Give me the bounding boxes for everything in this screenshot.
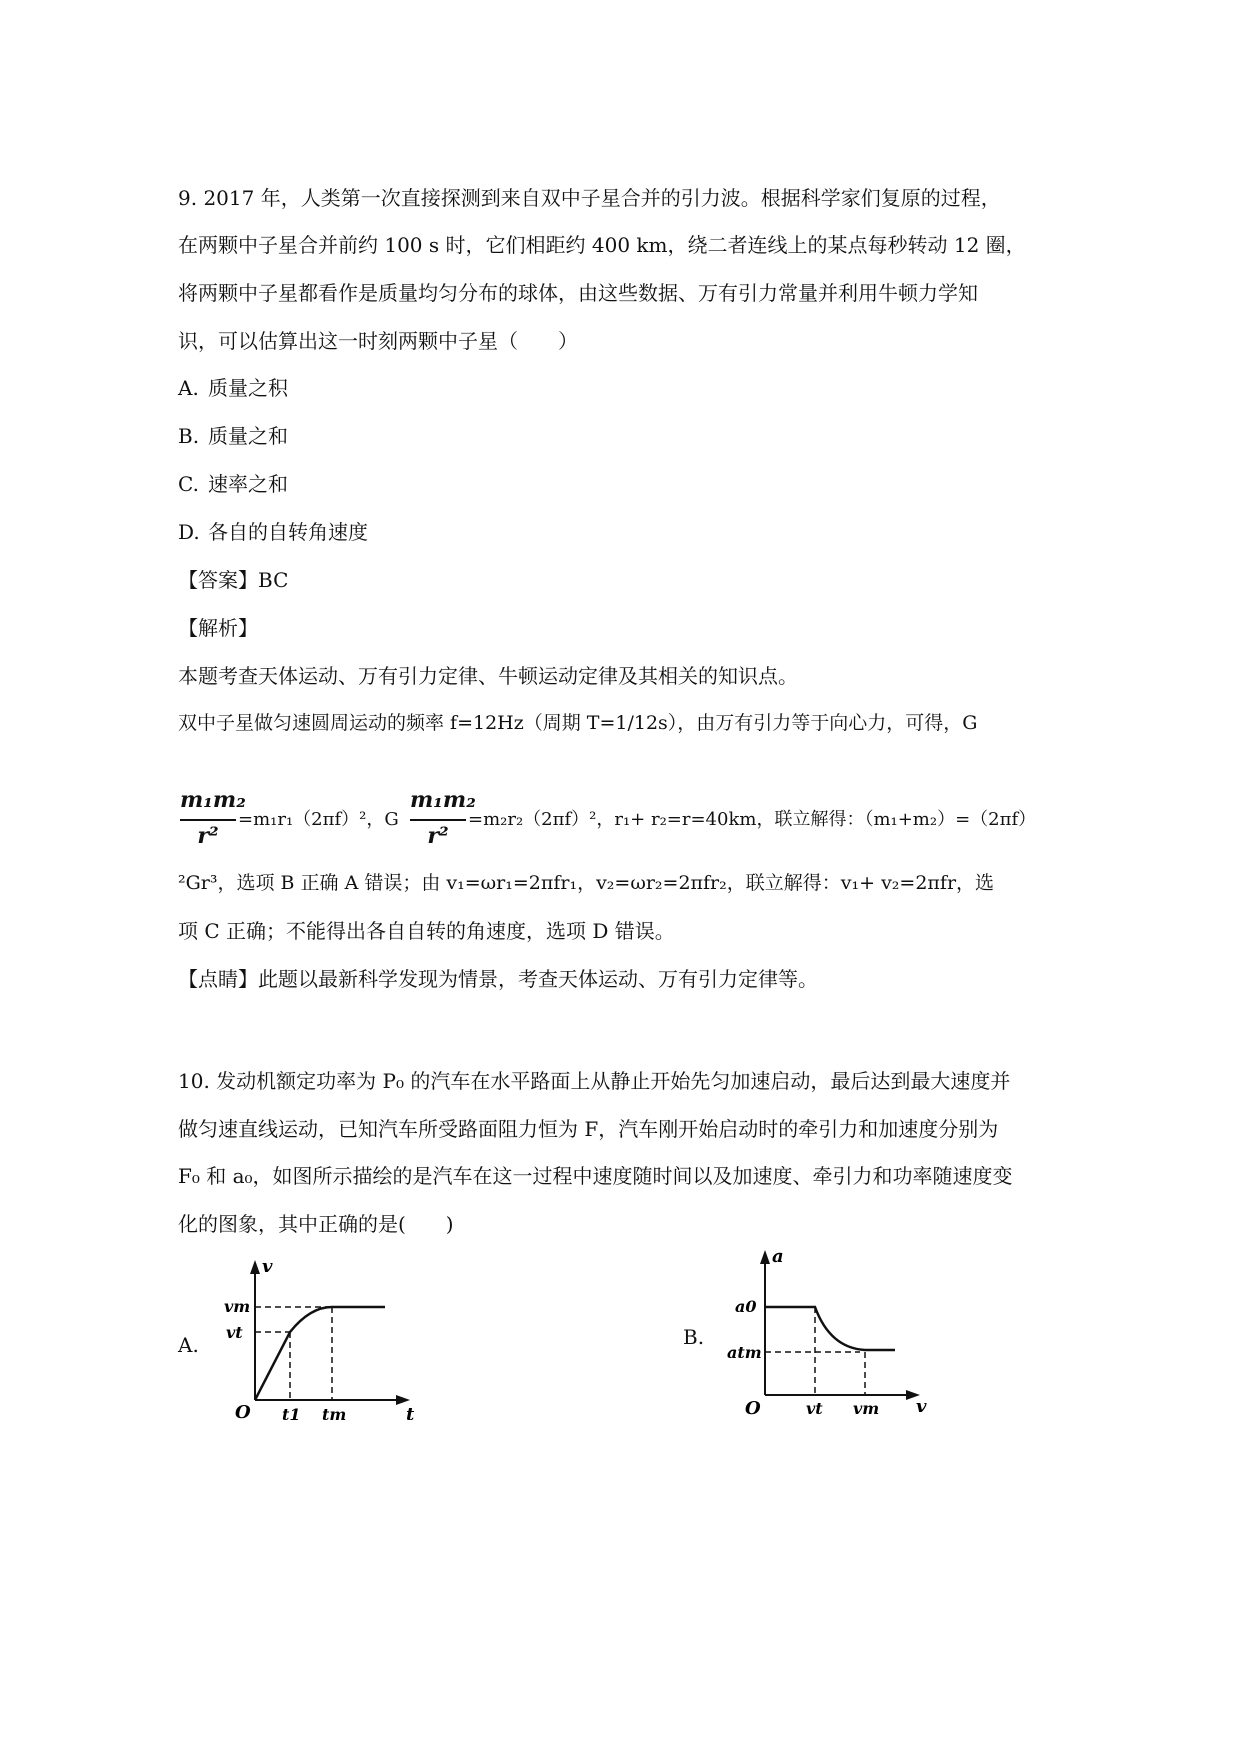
q9-line-1: 9. 2017 年，人类第一次直接探测到来自双中子星合并的引力波。根据科学家们复原的过程，	[178, 186, 1001, 210]
graph-b-label: B.	[683, 1325, 705, 1349]
x-tick-tm: tm	[322, 1405, 347, 1420]
origin-label: O	[745, 1398, 761, 1415]
q9-analysis-p2: 双中子星做匀速圆周运动的频率 f=12Hz（周期 T=1/12s），由万有引力等于向心力，可得，G	[178, 712, 978, 734]
y-axis-label: a	[772, 1246, 784, 1267]
y-axis-arrow	[760, 1250, 770, 1264]
option-text: 质量之积	[208, 376, 288, 400]
fraction-bar	[410, 819, 466, 821]
fraction-denominator: r²	[197, 823, 219, 849]
origin-label: O	[235, 1402, 251, 1420]
q9-option-c	[178, 471, 288, 497]
q9-line-2: 在两颗中子星合并前约 100 s 时，它们相距约 400 km，绕二者连线上的某点每秒转动 12 圈，	[178, 233, 1026, 257]
y-tick-atm: atm	[727, 1343, 762, 1362]
y-tick-a0: a0	[735, 1297, 757, 1316]
y-tick-vm: vm	[224, 1297, 251, 1316]
option-label: C.	[178, 472, 199, 496]
acceleration-curve	[765, 1307, 895, 1350]
q9-analysis-heading: 【解析】	[178, 616, 258, 640]
graph-a	[210, 1250, 430, 1420]
fraction-bar	[180, 819, 236, 821]
formula-text-2: =m₂r₂（2πf）²，r₁+ r₂=r=40km，联立解得：（m₁+m₂）=（2πf）	[468, 809, 1037, 830]
option-label: A.	[178, 376, 199, 400]
fraction-denominator: r²	[427, 823, 449, 849]
q9-analysis-p4: 项 C 正确；不能得出各自自转的角速度，选项 D 错误。	[178, 919, 675, 943]
option-text: 质量之和	[208, 424, 288, 448]
option-label: B.	[178, 424, 200, 448]
q10-line-1: 10. 发动机额定功率为 P₀ 的汽车在水平路面上从静止开始先匀加速启动，最后达到最大速度并	[178, 1069, 1011, 1093]
q9-option-a	[178, 375, 288, 401]
y-axis-label: v	[262, 1256, 273, 1277]
fraction-numerator: m₁m₂	[410, 787, 476, 813]
q10-line-4: 化的图象，其中正确的是( )	[178, 1212, 454, 1236]
velocity-curve	[255, 1307, 385, 1400]
q9-line-4: 识，可以估算出这一时刻两颗中子星（ ）	[178, 329, 578, 353]
q9-analysis-p1: 本题考查天体运动、万有引力定律、牛顿运动定律及其相关的知识点。	[178, 664, 798, 688]
y-tick-vt: vt	[226, 1323, 243, 1342]
q9-analysis-p3: ²Gr³，选项 B 正确 A 错误；由 v₁=ωr₁=2πfr₁，v₂=ωr₂=2πfr₂，联立解得：v₁+ v₂=2πfr，选	[178, 872, 995, 894]
q9-comment: 【点睛】此题以最新科学发现为情景，考查天体运动、万有引力定律等。	[178, 967, 818, 991]
option-text: 各自的自转角速度	[208, 520, 368, 544]
graph-a-label: A.	[178, 1333, 199, 1357]
graph-b	[720, 1240, 940, 1415]
q10-line-3: F₀ 和 a₀，如图所示描绘的是汽车在这一过程中速度随时间以及加速度、牵引力和功率随速度变	[178, 1164, 1013, 1188]
x-axis-label: t	[406, 1404, 415, 1420]
formula-text-1: =m₁r₁（2πf）²，G	[238, 809, 399, 830]
option-label: D.	[178, 520, 200, 544]
x-axis-label: v	[916, 1396, 927, 1415]
option-text: 速率之和	[208, 472, 288, 496]
fraction-numerator: m₁m₂	[180, 787, 246, 813]
q9-option-d	[178, 519, 368, 545]
q9-formula-line	[178, 787, 1108, 857]
q9-option-b	[178, 423, 288, 449]
x-tick-vm: vm	[853, 1399, 880, 1415]
x-tick-t1: t1	[282, 1405, 301, 1420]
q9-answer: 【答案】BC	[178, 568, 289, 592]
q10-line-2: 做匀速直线运动，已知汽车所受路面阻力恒为 F，汽车刚开始启动时的牵引力和加速度分别为	[178, 1117, 999, 1141]
x-tick-vt: vt	[806, 1399, 823, 1415]
y-axis-arrow	[250, 1260, 260, 1274]
q9-line-3: 将两颗中子星都看作是质量均匀分布的球体，由这些数据、万有引力常量并利用牛顿力学知	[178, 281, 978, 305]
